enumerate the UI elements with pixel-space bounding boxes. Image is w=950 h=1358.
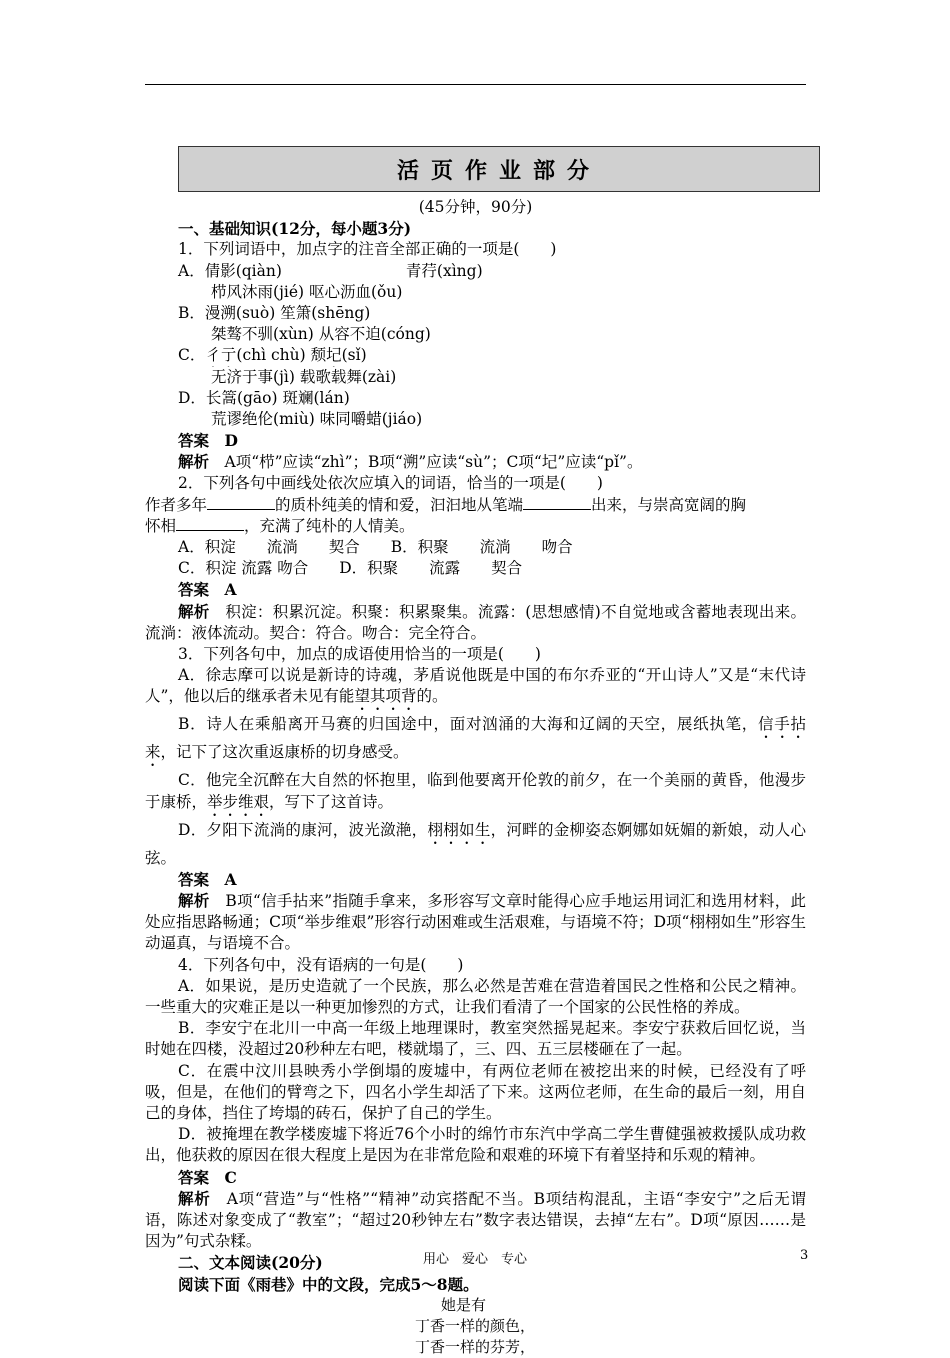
q3-analysis: 解析 B项“信手拈来”指随手拿来，多形容写文章时能得心应手地运用词汇和选用材料，此处应指思路畅通；C项“举步维艰”形容行动困难或生活艰难，与语境不符；D项“栩栩如生”形容生动逼真，与语境不合。: [145, 890, 806, 953]
q4-option-a: A．如果说，是历史造就了一个民族，那么必然是苦难在营造着国民之性格和公民之精神。一些重大的灾难正是以一种更加惨烈的方式，让我们看清了一个国家的公民性格的养成。: [145, 976, 806, 1016]
footer-motto: 用心 爱心 专心: [422, 1252, 527, 1267]
fill-blank: [207, 495, 275, 510]
poem-line: 丁香一样的颜色，: [415, 1316, 536, 1335]
time-score-subtitle: (45分钟，90分): [418, 198, 533, 216]
q4-option-c: C．在震中汶川县映秀小学倒塌的废墟中，有两位老师在被挖出来的时候，已经没有了呼吸，但是，在他们的臂弯之下，四名小学生却活了下来。这两位老师，在生命的最后一刻，用自己的身体，挡住了垮塌的砖石，保护了自己的学生。: [145, 1061, 806, 1122]
q1-stem: 1．下列词语中，加点字的注音全部正确的一项是( ): [178, 240, 557, 259]
q1-answer: 答案 D: [178, 431, 238, 451]
q3-option-a: A．徐志摩可以说是新诗的诗魂，茅盾说他既是中国的布尔乔亚的“开山诗人”又是“末代诗人”，他以后的继承者未见有能望其项背的。: [145, 666, 806, 706]
q2-stem: 2．下列各句中画线处依次应填入的词语，恰当的一项是( ): [178, 474, 603, 493]
q2-analysis: 解析 积淀：积累沉淀。积聚：积累聚集。流露：(思想感情)不自觉地或含蓄地表现出来。流淌：液体流动。契合：符合。吻合：完全符合。: [145, 601, 806, 642]
q1-option-c-line1: C．彳亍(chì chù) 颓圮(sǐ): [178, 346, 367, 365]
poem-line: 她是有: [441, 1295, 487, 1314]
q3-option-b: B．诗人在乘船离开马赛的归国途中，面对汹涌的大海和辽阔的天空，展纸执笔，信手拈来，记下了这次重返康桥的切身感受。: [145, 715, 806, 762]
q3-stem: 3．下列各句中，加点的成语使用恰当的一项是( ): [178, 644, 541, 663]
header-rule: [145, 84, 806, 85]
q2-options-ab: A．积淀 流淌 契合 B．积聚 流淌 吻合: [178, 538, 573, 557]
q1-analysis: 解析 A项“栉”应读“zhì”；B项“溯”应读“sù”；C项“圮”应读“pǐ”。: [178, 452, 643, 472]
q3-option-d: D．夕阳下流淌的康河，波光潋滟，栩栩如生，河畔的金柳姿态婀娜如妩媚的新娘，动人心弦。: [145, 820, 806, 867]
page-footer: [0, 1248, 950, 1268]
q1-option-b-line1: B．漫溯(suò) 笙箫(shēng): [178, 303, 371, 322]
section-1-title: 一、基础知识(12分，每小题3分): [178, 219, 412, 239]
q1-option-b-line2: 桀骜不驯(xùn) 从容不迫(cóng): [211, 325, 431, 344]
q1-option-d-line2: 荒谬绝伦(miù) 味同嚼蜡(jiáo): [211, 409, 423, 428]
q4-answer: 答案 C: [178, 1167, 237, 1187]
q3-option-c: C．他完全沉醉在大自然的怀抱里，临到他要离开伦敦的前夕，在一个美丽的黄昏，他漫步于康桥，举步维艰，写下了这首诗。: [145, 771, 806, 811]
q4-stem: 4．下列各句中，没有语病的一句是( ): [178, 955, 464, 974]
worksheet-content: [145, 197, 809, 1358]
fill-blank: [523, 495, 591, 510]
q2-sentence-line2: 怀相 ，充满了纯朴的人情美。: [145, 516, 415, 535]
q1-option-d-line1: D．长篙(gāo) 斑斓(lán): [178, 388, 350, 407]
section-banner: [178, 146, 820, 192]
poem-line: 丁香一样的芬芳，: [415, 1337, 536, 1356]
section-2-title: 二、文本阅读(20分): [178, 1253, 323, 1273]
q4-option-b: B．李安宁在北川一中高一年级上地理课时，教室突然摇晃起来。李安宁获救后回忆说，当时她在四楼，没超过20秒种左右吧，楼就塌了，三、四、五三层楼砸在了一起。: [145, 1019, 806, 1059]
page-number: 3: [800, 1248, 809, 1263]
q2-sentence-line1: 作者多年 的质朴纯美的情和爱，汩汩地从笔端 出来，与崇高宽阔的胸: [145, 495, 747, 514]
q2-answer: 答案 A: [178, 580, 237, 600]
q4-option-d: D．被掩埋在教学楼废墟下将近76个小时的绵竹市东汽中学高二学生曹健强被救援队成功救出，他获救的原因在很大程度上是因为在非常危险和艰难的环境下有着坚持和乐观的精神。: [145, 1125, 806, 1165]
q2-options-cd: C．积淀 流露 吻合 D．积聚 流露 契合: [178, 559, 523, 578]
q1-option-a-line2: 栉风沐雨(jié) 呕心沥血(ǒu): [211, 282, 403, 301]
section-2-intro: 阅读下面《雨巷》中的文段，完成5～8题。: [178, 1274, 479, 1294]
q1-option-c-line2: 无济于事(jì) 载歌载舞(zài): [211, 367, 397, 386]
poem-excerpt: [145, 1295, 806, 1358]
fill-blank: [176, 516, 244, 531]
banner-title: 活页作业部分: [396, 158, 601, 184]
q1-option-a-line1: A．倩影(qiàn) 青荇(xìng): [178, 261, 483, 280]
q3-answer: 答案 A: [178, 869, 237, 889]
q4-analysis: 解析 A项“营造”与“性格”“精神”动宾搭配不当。B项结构混乱，主语“李安宁”之后无谓语，陈述对象变成了“教室”；“超过20秒钟左右”数字表达错误，去掉“左右”。D项“原因……是因为”句式杂糅。: [145, 1188, 806, 1251]
